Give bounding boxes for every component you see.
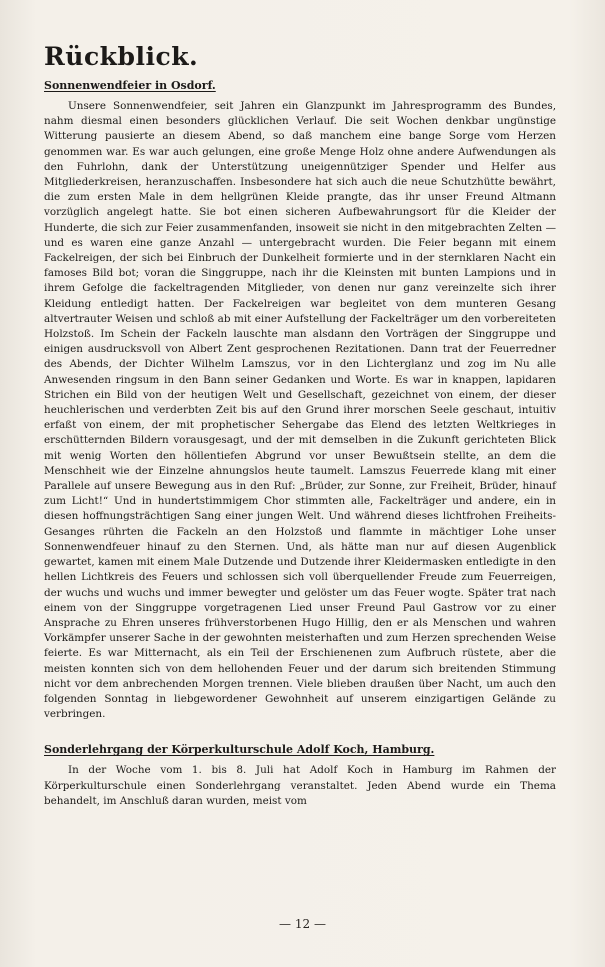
section-heading-sonnenwendfeier: Sonnenwendfeier in Osdorf. bbox=[44, 79, 216, 92]
section-spacer bbox=[44, 722, 556, 738]
section-body-sonderlehrgang: In der Woche vom 1. bis 8. Juli hat Adolf Koch in Hamburg im Rahmen der Körperkulturschule einen Sonderlehrgang veranstaltet. Jeden Abend wurde ein Thema behandelt, im Anschluß daran wurden, meist vom bbox=[44, 764, 556, 807]
page-number: — 12 — bbox=[279, 917, 326, 931]
article bbox=[44, 42, 556, 809]
section-heading-sonderlehrgang: Sonderlehrgang der Körperkulturschule Adolf Koch, Hamburg. bbox=[44, 743, 435, 757]
section-body-sonnenwendfeier: Unsere Sonnenwendfeier, seit Jahren ein Glanzpunkt im Jahresprogramm des Bundes, nahm diesmal einen besonders glücklichen Verlauf. Die seit Wochen denkbar ungünstige Witterung pausierte an diesem Abend, so daß manchem eine bange Sorge vom Herzen genommen war. Es war auch gelungen, eine große Menge Holz ohne andere Aufwendungen als den Fuhrlohn, dank der Unterstützung uneigennütziger Spender und Helfer aus Mitgliederkreisen, heranzuschaffen. Insbesondere hat sich auch die neue Schutzhütte bewährt, die zum ersten Male in dem hellgrünen Kleide prangte, das ihr unser Freund Altmann vorzüglich angelegt hatte. Sie bot einen sicheren Aufbewahrungsort für die Kleider der Hunderte, die sich zur Feier zusammenfanden, insoweit sie nicht in den mitgebrachten Zelten — und es waren eine ganze Anzahl — untergebracht wurden. Die Feier begann mit einem Fackelreigen, der sich bei Einbruch der Dunkelheit formierte und in der sternklaren Nacht ein famoses Bild bot; voran die Singgruppe, nach ihr die Kleinsten mit bunten Lampions und in ihrem Gefolge die fackeltragenden Mitglieder, von denen nur ganz vereinzelte sich ihrer Kleidung entledigt hatten. Der Fackelreigen war begleitet von dem munteren Gesang altvertrauter Weisen und schloß ab mit einer Aufstellung der Fackelträger um den vorbereiteten Holzstoß. Im Schein der Fackeln lauschte man alsdann den Vorträgen der Singgruppe und einigen ausdrucksvoll von Albert Zent gesprochenen Rezitationen. Dann trat der Feuerredner des Abends, der Dichter Wilhelm Lamszus, vor in den Lichterglanz und zog im Nu alle Anwesenden ringsum in den Bann seiner Gedanken und Worte. Es war in knappen, lapidaren Strichen ein Bild von der heutigen Welt und Gesellschaft, gezeichnet von einem, der dieser heuchlerischen und verderbten Zeit bis auf den Grund ihrer morschen Seele geschaut, intuitiv erfaßt von einem, der mit prophetischer Sehergabe das Elend des letzten Weltkrieges in erschütternden Bildern vorausgesagt, und der mit demselben in die Zukunft gerichteten Blick mit wenig Worten den höllentiefen Abgrund vor unser Bewußtsein stellte, an dem die Menschheit wie der Einzelne ahnungslos heute taumelt. Lamszus Feuerrede klang mit einer Parallele auf unsere Bewegung aus in den Ruf: „Brüder, zur Sonne, zur Freiheit, Brüder, hinauf zum Licht!“ Und in hundertstimmigem Chor stimmten alle, Fackelträger und andere, ein in diesen hoffnungsträchtigen Sang einer jungen Welt. Und während dieses lichtfrohen Freiheits-Gesanges rührten die Fackeln an den Holzstoß und flammte in mächtiger Lohe unser Sonnenwendfeuer hinauf zu den Sternen. Und, als hätte man nur auf diesen Augenblick gewartet, kamen mit einem Male Dutzende und Dutzende ihrer Kleidermasken entledigte in den hellen Lichtkreis des Feuers und schlossen sich voll überquellender Freude zum Feuerreigen, der wuchs und wuchs und immer bewegter und gelöster um das Feuer wogte. Später trat nach einem von der Singgruppe vorgetragenen Lied unser Freund Paul Gastrow vor zu einer Ansprache zu Ehren unseres frühverstorbenen Hugo Hillig, den er als Menschen und wahren Vorkämpfer unserer Sache in der gewohnten meisterhaften und zum Herzen sprechenden Weise feierte. Es war Mitternacht, als ein Teil der Erschienenen zum Aufbruch rüstete, aber die meisten konnten sich von dem hellohenden Feuer und der darum sich breitenden Stimmung nicht vor dem anbrechenden Morgen trennen. Viele blieben draußen über Nacht, um auch den folgenden Sonntag in liebgewordener Gewohnheit auf unserem einzigartigen Gelände zu verbringen. bbox=[44, 100, 556, 721]
page-title: Rückblick. bbox=[44, 42, 199, 71]
